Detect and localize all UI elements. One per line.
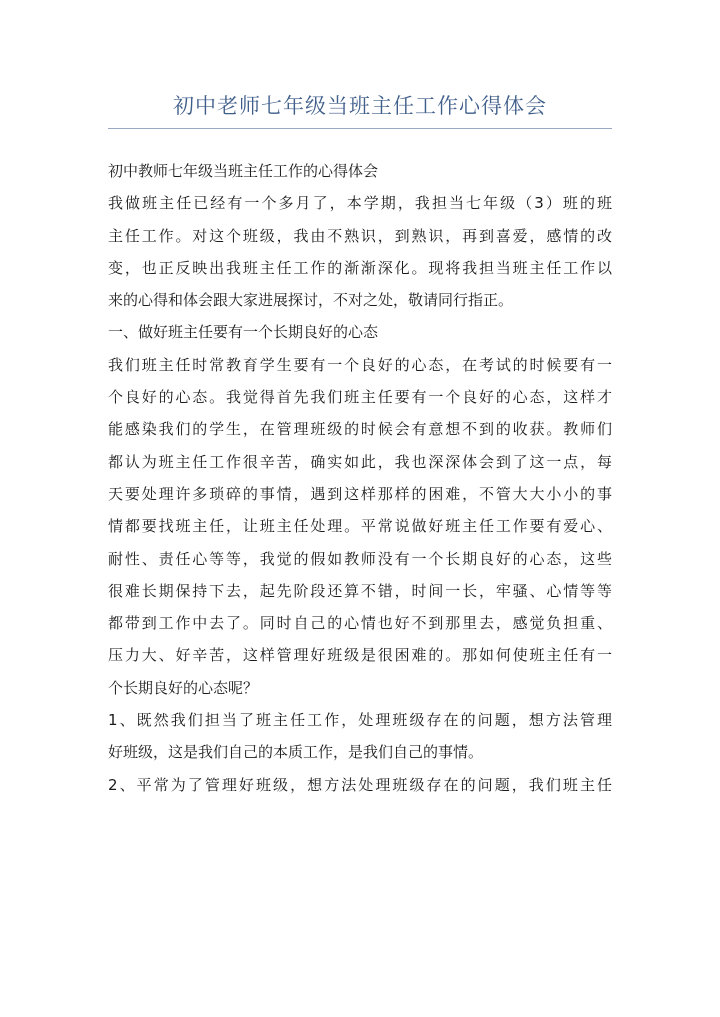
text-line: 我做班主任已经有一个多月了，本学期，我担当七年级（3）班的班 [108, 194, 612, 213]
text-line: 我们班主任时常教育学生要有一个良好的心态，在考试的时候要有一 [108, 355, 612, 374]
text-line: 天要处理许多琐碎的事情，遇到这样那样的困难，不管大大小小的事 [108, 484, 612, 503]
text-line: 耐性、责任心等等，我觉的假如教师没有一个长期良好的心态，这些 [108, 549, 612, 568]
text-line: 都认为班主任工作很辛苦，确实如此，我也深深体会到了这一点，每 [108, 452, 612, 471]
text-line: 都带到工作中去了。同时自己的心情也好不到那里去，感觉负担重、 [108, 614, 612, 633]
text-line: 2、平常为了管理好班级，想方法处理班级存在的问题，我们班主任 [108, 775, 612, 794]
text-line: 个良好的心态。我觉得首先我们班主任要有一个良好的心态，这样才 [108, 388, 612, 407]
text-line: 情都要找班主任，让班主任处理。平常说做好班主任工作要有爱心、 [108, 517, 612, 536]
text-line: 初中教师七年级当班主任工作的心得体会 [108, 162, 379, 180]
text-line: 一、做好班主任要有一个长期良好的心态 [108, 323, 379, 342]
document-title: 初中老师七年级当班主任工作心得体会 [173, 94, 547, 118]
text-line: 来的心得和体会跟大家进展探讨，不对之处，敬请同行指正。 [108, 291, 514, 310]
text-line: 能感染我们的学生，在管理班级的时候会有意想不到的收获。教师们 [108, 420, 612, 439]
text-line: 压力大、好辛苦，这样管理好班级是很困难的。那如何使班主任有一 [108, 646, 612, 665]
text-line: 好班级，这是我们自己的本质工作，是我们自己的事情。 [108, 743, 484, 762]
text-line: 主任工作。对这个班级，我由不熟识，到熟识，再到喜爱，感情的改 [108, 226, 612, 245]
title-underline [108, 128, 612, 129]
text-line: 个长期良好的心态呢？ [108, 678, 259, 697]
document-body [108, 155, 612, 801]
text-line: 变，也正反映出我班主任工作的渐渐深化。现将我担当班主任工作以 [108, 258, 612, 277]
text-line: 很难长期保持下去，起先阶段还算不错，时间一长，牢骚、心情等等 [108, 581, 612, 600]
text-line: 1、既然我们担当了班主任工作，处理班级存在的问题，想方法管理 [108, 711, 612, 730]
